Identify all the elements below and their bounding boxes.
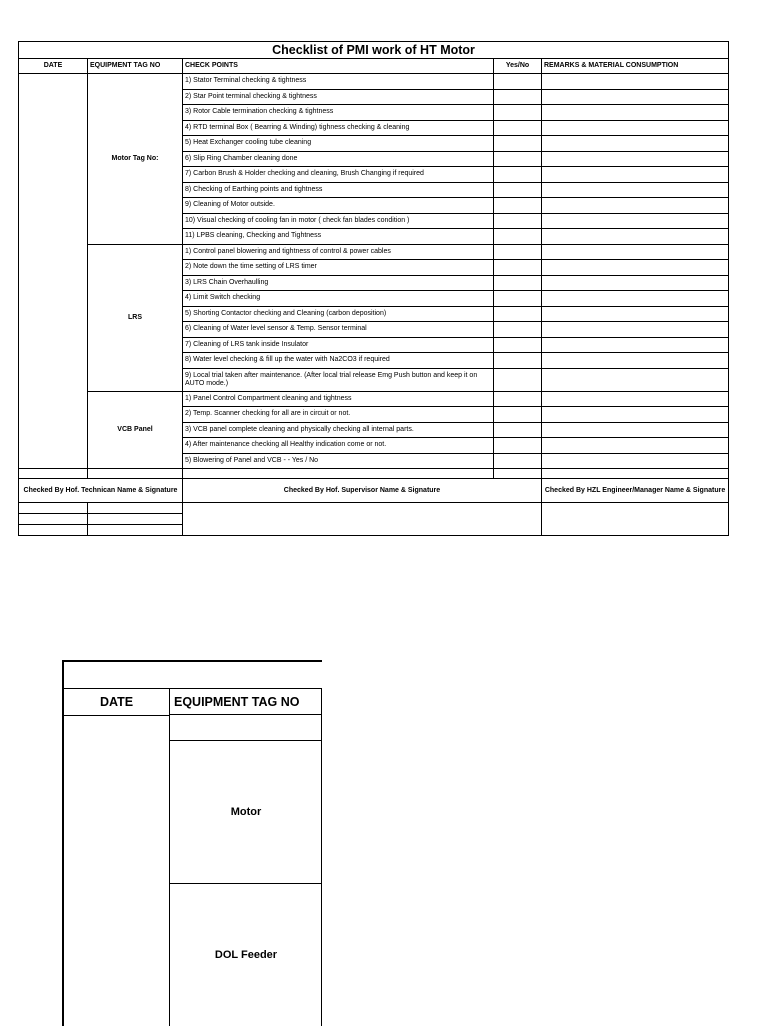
remarks-cell[interactable] (542, 322, 729, 338)
check-point-text: 4) RTD terminal Box ( Bearring & Winding) tighness checking & cleaning (183, 120, 494, 136)
yes-no-cell[interactable] (494, 353, 542, 369)
technician-signature-cell[interactable] (19, 503, 88, 514)
yes-no-cell[interactable] (494, 260, 542, 276)
yes-no-cell[interactable] (494, 213, 542, 229)
remarks-cell[interactable] (542, 213, 729, 229)
date-cell[interactable] (19, 74, 88, 469)
signature-row (19, 503, 729, 514)
yes-no-cell[interactable] (494, 322, 542, 338)
checklist-row (19, 391, 729, 407)
header-remarks: REMARKS & MATERIAL CONSUMPTION (542, 59, 729, 74)
remarks-cell[interactable] (542, 151, 729, 167)
remarks-cell[interactable] (542, 89, 729, 105)
check-point-text: 6) Cleaning of Water level sensor & Temp. Sensor terminal (183, 322, 494, 338)
check-point-text: 1) Control panel blowering and tightness of control & power cables (183, 244, 494, 260)
technician-signature-cell[interactable] (19, 525, 88, 536)
technician-signature-cell[interactable] (88, 514, 183, 525)
remarks-cell[interactable] (542, 182, 729, 198)
check-point-text: 4) After maintenance checking all Healthy indication come or not. (183, 438, 494, 454)
remarks-cell[interactable] (542, 244, 729, 260)
remarks-cell[interactable] (542, 306, 729, 322)
technician-signature-cell[interactable] (19, 514, 88, 525)
yes-no-cell[interactable] (494, 198, 542, 214)
blank-cell (183, 469, 494, 479)
remarks-cell[interactable] (542, 198, 729, 214)
header-yes-no: Yes/No (494, 59, 542, 74)
check-point-text: 1) Stator Terminal checking & tightness (183, 74, 494, 90)
yes-no-cell[interactable] (494, 368, 542, 391)
check-point-text: 9) Cleaning of Motor outside. (183, 198, 494, 214)
zoom-dol-feeder-cell: DOL Feeder (214, 949, 278, 961)
check-point-text: 5) Blowering of Panel and VCB - - Yes / No (183, 453, 494, 469)
zoom-header-equipment-tag: EQUIPMENT TAG NO (170, 689, 322, 715)
supervisor-signature-label: Checked By Hof. Supervisor Name & Signature (183, 479, 542, 503)
yes-no-cell[interactable] (494, 229, 542, 245)
check-point-text: 7) Carbon Brush & Holder checking and cleaning, Brush Changing if required (183, 167, 494, 183)
remarks-cell[interactable] (542, 105, 729, 121)
remarks-cell[interactable] (542, 453, 729, 469)
header-date: DATE (19, 59, 88, 74)
header-check-points: CHECK POINTS (183, 59, 494, 74)
blank-cell (542, 469, 729, 479)
check-point-text: 3) LRS Chain Overhaulling (183, 275, 494, 291)
checklist-row (19, 74, 729, 90)
remarks-cell[interactable] (542, 422, 729, 438)
zoom-blank-cell (170, 716, 322, 741)
remarks-cell[interactable] (542, 291, 729, 307)
yes-no-cell[interactable] (494, 89, 542, 105)
remarks-cell[interactable] (542, 229, 729, 245)
equipment-group-label: VCB Panel (88, 391, 183, 469)
yes-no-cell[interactable] (494, 74, 542, 90)
remarks-cell[interactable] (542, 275, 729, 291)
zoom-title-row (64, 662, 322, 689)
check-point-text: 8) Water level checking & fill up the water with Na2CO3 if required (183, 353, 494, 369)
yes-no-cell[interactable] (494, 151, 542, 167)
equipment-group-label: LRS (88, 244, 183, 391)
yes-no-cell[interactable] (494, 422, 542, 438)
check-point-text: 10) Visual checking of cooling fan in motor ( check fan blades condition ) (183, 213, 494, 229)
remarks-cell[interactable] (542, 368, 729, 391)
yes-no-cell[interactable] (494, 275, 542, 291)
check-point-text: 6) Slip Ring Chamber cleaning done (183, 151, 494, 167)
yes-no-cell[interactable] (494, 244, 542, 260)
yes-no-cell[interactable] (494, 438, 542, 454)
yes-no-cell[interactable] (494, 407, 542, 423)
technician-signature-label: Checked By Hof. Technican Name & Signature (19, 479, 183, 503)
yes-no-cell[interactable] (494, 167, 542, 183)
remarks-cell[interactable] (542, 167, 729, 183)
engineer-signature-label: Checked By HZL Engineer/Manager Name & Signature (542, 479, 729, 503)
yes-no-cell[interactable] (494, 391, 542, 407)
remarks-cell[interactable] (542, 260, 729, 276)
yes-no-cell[interactable] (494, 105, 542, 121)
check-point-text: 1) Panel Control Compartment cleaning and tightness (183, 391, 494, 407)
zoom-right-border (321, 689, 322, 1026)
yes-no-cell[interactable] (494, 306, 542, 322)
technician-signature-cell[interactable] (88, 503, 183, 514)
remarks-cell[interactable] (542, 74, 729, 90)
remarks-cell[interactable] (542, 407, 729, 423)
check-point-text: 4) Limit Switch checking (183, 291, 494, 307)
check-point-text: 5) Shorting Contactor checking and Cleaning (carbon deposition) (183, 306, 494, 322)
header-row (19, 59, 729, 74)
checklist-title: Checklist of PMI work of HT Motor (19, 42, 729, 59)
check-point-text: 8) Checking of Earthing points and tightness (183, 182, 494, 198)
equipment-group-label: Motor Tag No: (88, 74, 183, 245)
remarks-cell[interactable] (542, 438, 729, 454)
yes-no-cell[interactable] (494, 337, 542, 353)
zoomed-table (62, 660, 322, 1026)
blank-row (19, 469, 729, 479)
supervisor-signature-cell[interactable] (183, 503, 542, 536)
check-point-text: 7) Cleaning of LRS tank inside Insulator (183, 337, 494, 353)
remarks-cell[interactable] (542, 353, 729, 369)
header-equipment-tag: EQUIPMENT TAG NO (88, 59, 183, 74)
yes-no-cell[interactable] (494, 120, 542, 136)
yes-no-cell[interactable] (494, 136, 542, 152)
remarks-cell[interactable] (542, 337, 729, 353)
checklist-body (19, 74, 729, 469)
check-point-text: 9) Local trial taken after maintenance. (After local trial release Emg Push button and keep it on AUTO mode.) (183, 368, 494, 391)
check-point-text: 2) Star Point terminal checking & tightness (183, 89, 494, 105)
check-point-text: 3) Rotor Cable termination checking & tightness (183, 105, 494, 121)
checklist-row (19, 244, 729, 260)
signature-header-row (19, 479, 729, 503)
pmi-checklist-table (18, 41, 729, 536)
blank-cell (19, 469, 88, 479)
check-point-text: 11) LPBS cleaning, Checking and Tightness (183, 229, 494, 245)
engineer-signature-cell[interactable] (542, 503, 729, 536)
remarks-cell[interactable] (542, 136, 729, 152)
check-point-text: 3) VCB panel complete cleaning and physically checking all internal parts. (183, 422, 494, 438)
yes-no-cell[interactable] (494, 182, 542, 198)
remarks-cell[interactable] (542, 120, 729, 136)
yes-no-cell[interactable] (494, 291, 542, 307)
check-point-text: 2) Note down the time setting of LRS timer (183, 260, 494, 276)
blank-cell (88, 469, 183, 479)
blank-cell (494, 469, 542, 479)
zoom-header-date: DATE (64, 689, 170, 716)
remarks-cell[interactable] (542, 391, 729, 407)
zoom-date-column (64, 716, 170, 1026)
yes-no-cell[interactable] (494, 453, 542, 469)
technician-signature-cell[interactable] (88, 525, 183, 536)
check-point-text: 5) Heat Exchanger cooling tube cleaning (183, 136, 494, 152)
zoom-motor-cell: Motor (170, 741, 322, 884)
check-point-text: 2) Temp. Scanner checking for all are in circuit or not. (183, 407, 494, 423)
